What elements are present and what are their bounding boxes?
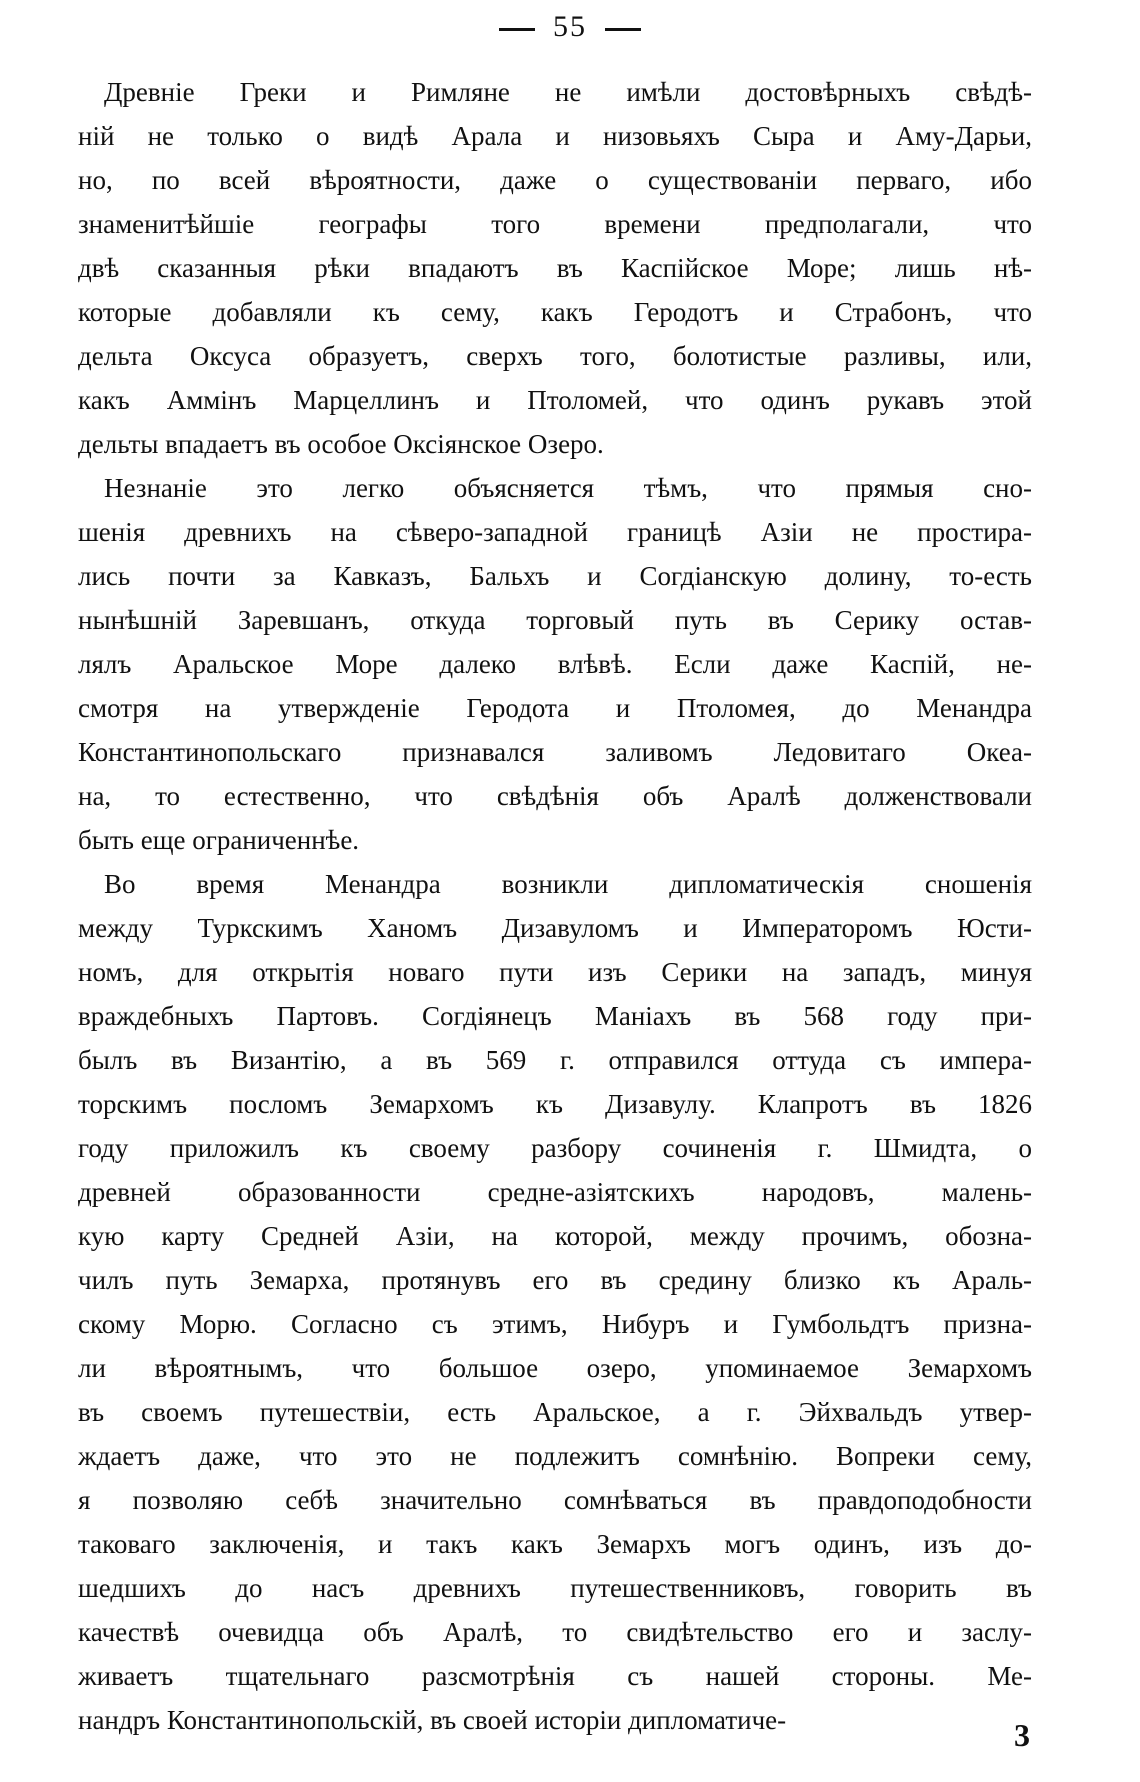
text-line: какъ Аммінъ Марцеллинъ и Птоломей, что одинъ рукавъ этой	[78, 385, 1032, 415]
paragraph	[78, 70, 1032, 466]
page-number: 55	[553, 10, 587, 43]
page-header	[0, 10, 1140, 44]
signature-mark: 3	[1014, 1717, 1030, 1753]
text-line: ній не только о видѣ Арала и низовьяхъ Сыра и Аму-Дарьи,	[78, 121, 1032, 151]
text-line: шенія древнихъ на сѣверо-западной границѣ Азіи не простира-	[78, 517, 1032, 547]
text-line: дельта Оксуса образуетъ, сверхъ того, болотистые разливы, или,	[78, 341, 1032, 371]
text-line: лись почти за Кавказъ, Бальхъ и Согдіанскую долину, то-есть	[78, 561, 1032, 591]
text-line: враждебныхъ Партовъ. Согдіянецъ Маніахъ въ 568 году при-	[78, 1001, 1032, 1031]
text-line: ждаетъ даже, что это не подлежитъ сомнѣнію. Вопреки сему,	[78, 1441, 1032, 1471]
text-line: я позволяю себѣ значительно сомнѣваться въ правдоподобности	[78, 1485, 1032, 1515]
text-line: смотря на утвержденіе Геродота и Птоломея, до Менандра	[78, 693, 1032, 723]
text-line: скому Морю. Согласно съ этимъ, Нибуръ и Гумбольдтъ призна-	[78, 1309, 1032, 1339]
paragraph	[78, 466, 1032, 862]
text-line: Константинопольскаго признавался заливомъ Ледовитаго Океа-	[78, 737, 1032, 767]
text-line: дельты впадаетъ въ особое Оксіянское Озеро.	[78, 429, 604, 459]
text-line: кую карту Средней Азіи, на которой, между прочимъ, обозна-	[78, 1221, 1032, 1251]
header-dash-left	[499, 28, 535, 31]
text-line: шедшихъ до насъ древнихъ путешественниковъ, говорить въ	[78, 1573, 1032, 1603]
body-text	[78, 70, 1032, 1742]
text-line: быть еще ограниченнѣе.	[78, 825, 360, 855]
text-line: таковаго заключенія, и такъ какъ Земархъ могъ одинъ, изъ до-	[78, 1529, 1032, 1559]
text-line: чилъ путь Земарха, протянувъ его въ средину близко къ Араль-	[78, 1265, 1032, 1295]
text-line: ли вѣроятнымъ, что большое озеро, упоминаемое Земархомъ	[78, 1353, 1032, 1383]
text-line: Древніе Греки и Римляне не имѣли достовѣрныхъ свѣдѣ-	[104, 77, 1032, 107]
text-line: Незнаніе это легко объясняется тѣмъ, что прямыя сно-	[104, 473, 1032, 503]
text-line: качествѣ очевидца объ Аралѣ, то свидѣтельство его и заслу-	[78, 1617, 1032, 1647]
text-line: Во время Менандра возникли дипломатическія сношенія	[104, 869, 1032, 899]
paragraph	[78, 862, 1032, 1742]
text-line: торскимъ посломъ Земархомъ къ Дизавулу. Клапротъ въ 1826	[78, 1089, 1032, 1119]
text-line: номъ, для открытія новаго пути изъ Серики на западъ, минуя	[78, 957, 1032, 987]
text-line: живаетъ тщательнаго разсмотрѣнія съ нашей стороны. Ме-	[78, 1661, 1032, 1691]
text-line: въ своемъ путешествіи, есть Аральское, а г. Эйхвальдъ утвер-	[78, 1397, 1032, 1427]
text-line: но, по всей вѣроятности, даже о существованіи перваго, ибо	[78, 165, 1032, 195]
text-line: двѣ сказанныя рѣки впадаютъ въ Каспійское Море; лишь нѣ-	[78, 253, 1032, 283]
text-line: знаменитѣйшіе географы того времени предполагали, что	[78, 209, 1032, 239]
header-dash-right	[605, 28, 641, 31]
text-line: нынѣшній Заревшанъ, откуда торговый путь въ Серику остав-	[78, 605, 1032, 635]
text-line: нандръ Константинопольскій, въ своей исторіи дипломатиче-	[78, 1705, 787, 1735]
text-line: между Туркскимъ Ханомъ Дизавуломъ и Императоромъ Юсти-	[78, 913, 1032, 943]
text-line: году приложилъ къ своему разбору сочиненія г. Шмидта, о	[78, 1133, 1032, 1163]
text-line: на, то естественно, что свѣдѣнія объ Аралѣ долженствовали	[78, 781, 1032, 811]
text-line: древней образованности средне-азіятскихъ народовъ, малень-	[78, 1177, 1032, 1207]
text-line: которые добавляли къ сему, какъ Геродотъ и Страбонъ, что	[78, 297, 1032, 327]
text-line: былъ въ Византію, а въ 569 г. отправился оттуда съ импера-	[78, 1045, 1032, 1075]
text-line: лялъ Аральское Море далеко влѣвѣ. Если даже Каспій, не-	[78, 649, 1032, 679]
